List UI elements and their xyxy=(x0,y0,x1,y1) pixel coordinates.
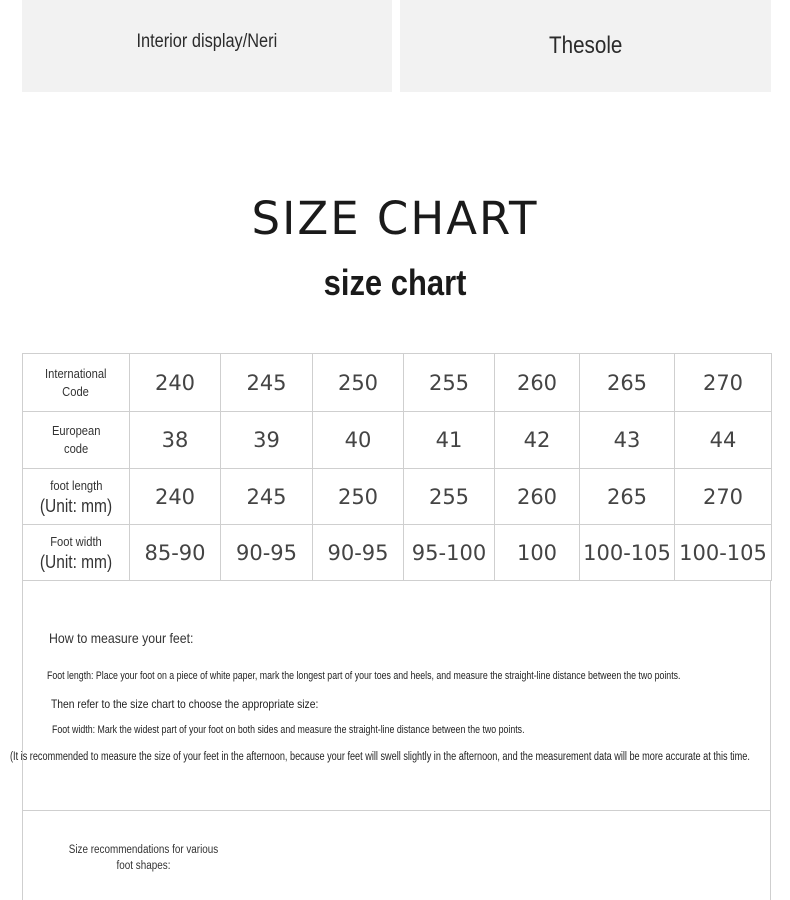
table-cell: 44 xyxy=(675,412,772,469)
refer-size-chart-text: Then refer to the size chart to choose the appropriate size: xyxy=(51,697,319,711)
row-header-unit: (Unit: mm) xyxy=(39,551,113,572)
sole-label: Thesole xyxy=(548,32,623,59)
table-cell: 38 xyxy=(130,412,221,469)
table-cell: 265 xyxy=(580,469,675,525)
table-cell: 100 xyxy=(495,525,580,581)
table-cell: 255 xyxy=(404,469,495,525)
table-cell: 270 xyxy=(675,469,772,525)
row-header-line1: European xyxy=(51,423,101,438)
measure-instructions-panel xyxy=(22,580,771,811)
row-header-line2: code xyxy=(63,441,89,456)
table-cell: 90-95 xyxy=(313,525,404,581)
row-header-line2: Code xyxy=(62,383,90,399)
table-row-european-code xyxy=(23,412,772,469)
table-cell: 250 xyxy=(313,354,404,412)
table-cell: 100-105 xyxy=(675,525,772,581)
table-cell: 240 xyxy=(130,469,221,525)
size-table xyxy=(22,353,772,581)
table-cell: 42 xyxy=(495,412,580,469)
table-cell: 260 xyxy=(495,354,580,412)
table-cell: 250 xyxy=(313,469,404,525)
table-cell: 240 xyxy=(130,354,221,412)
row-header-foot-length xyxy=(23,469,130,525)
table-row-international-code xyxy=(23,354,772,412)
page-subtitle-text: size chart xyxy=(323,262,467,303)
row-header-line1: Foot width xyxy=(50,533,102,549)
interior-display-card[interactable] xyxy=(22,0,392,92)
sole-card[interactable] xyxy=(400,0,771,92)
row-header-european-code xyxy=(23,412,130,469)
page-title: SIZE CHART xyxy=(251,192,539,245)
row-header-foot-width xyxy=(23,525,130,581)
table-cell: 41 xyxy=(404,412,495,469)
table-cell: 245 xyxy=(221,354,313,412)
table-row-foot-length xyxy=(23,469,772,525)
table-cell: 95-100 xyxy=(404,525,495,581)
foot-width-instruction: Foot width: Mark the widest part of your foot on both sides and measure the straight-line distance between the two points. xyxy=(52,724,525,736)
table-cell: 245 xyxy=(221,469,313,525)
interior-display-label: Interior display/Neri xyxy=(136,31,278,52)
table-cell: 255 xyxy=(404,354,495,412)
row-header-line1: International xyxy=(45,365,107,381)
size-recommendations-label: Size recommendations for various foot shapes: xyxy=(68,844,219,872)
table-cell: 100-105 xyxy=(580,525,675,581)
table-cell: 265 xyxy=(580,354,675,412)
row-header-unit: (Unit: mm) xyxy=(39,495,113,516)
table-cell: 85-90 xyxy=(130,525,221,581)
table-cell: 90-95 xyxy=(221,525,313,581)
row-header-international-code xyxy=(23,354,130,412)
foot-length-instruction: Foot length: Place your foot on a piece of white paper, mark the longest part of your toes and heels, and measure the straight-line distance between the two points. xyxy=(47,670,681,682)
row-header-line1: foot length xyxy=(49,477,103,493)
table-cell: 260 xyxy=(495,469,580,525)
afternoon-measure-note: (It is recommended to measure the size of your feet in the afternoon, because your feet will swell slightly in the afternoon, and the measurement data will be more accurate at this time. xyxy=(10,751,750,763)
table-cell: 40 xyxy=(313,412,404,469)
page-subtitle xyxy=(0,262,790,304)
table-cell: 43 xyxy=(580,412,675,469)
table-cell: 39 xyxy=(221,412,313,469)
table-cell: 270 xyxy=(675,354,772,412)
measure-heading: How to measure your feet: xyxy=(49,630,194,646)
table-row-foot-width xyxy=(23,525,772,581)
